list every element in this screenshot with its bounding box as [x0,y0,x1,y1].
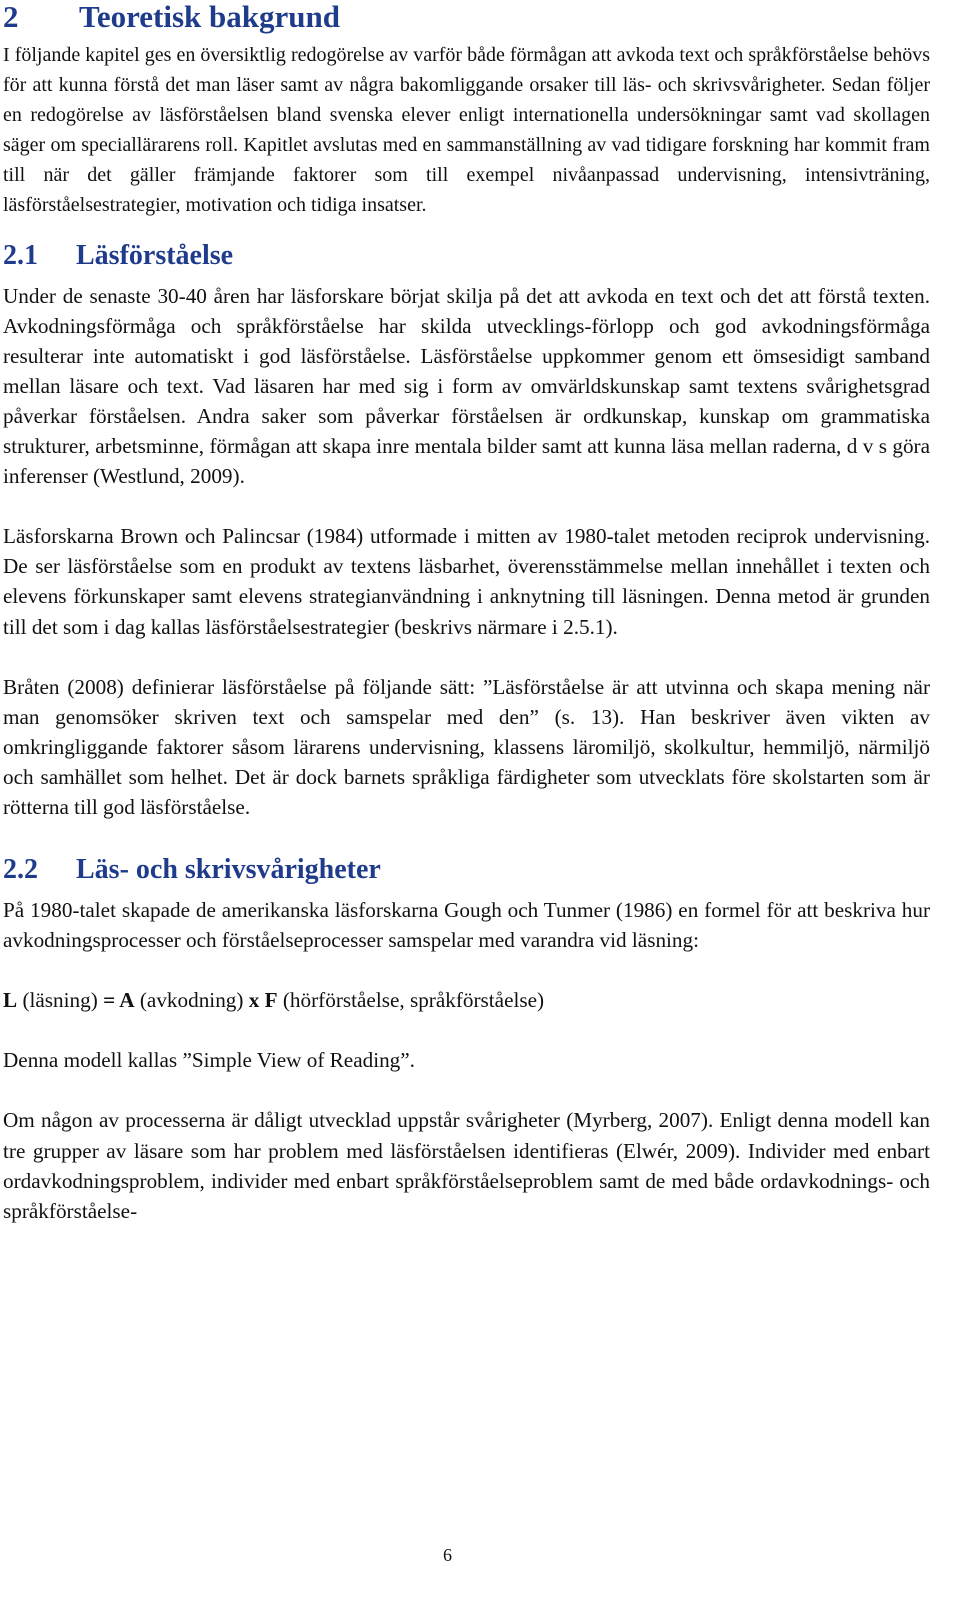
page-number: 6 [443,1545,452,1565]
formula-text: (läsning) [17,988,104,1013]
paragraph: Om någon av processerna är dåligt utvecklad uppstår svårigheter (Myrberg, 2007). Enligt denna modell kan tre grupper av läsare som har problem med läsförståelsen identifieras (Elwér, 2009). Individer med enbart ordavkodningsproblem, individer med enbart språkförståelseproblem samt de med både ordavkodnings- och språkförståelse- [3,1108,930,1223]
formula-text: (hörförståelse, språkförståelse) [277,988,545,1013]
paragraph: Läsforskarna Brown och Palincsar (1984) utformade i mitten av 1980-talet metoden reciprok undervisning. De ser läsförståelse som en produkt av textens läsbarhet, överensstämmelse mellan innehållet i texten och elevens förkunskaper samt elevens strategianvändning i anknytning till läsningen. Denna metod är grunden till det som i dag kallas läsförståelsestrategier (beskrivs närmare i 2.5.1). [3,524,930,639]
formula-symbol: L [3,988,18,1013]
section-number: 2 [3,0,19,34]
subsection-heading-2-2 [3,854,930,886]
subsection-number: 2.1 [3,239,38,271]
formula-symbol: F [259,988,278,1013]
subsection-title: Läsförståelse [76,239,234,271]
section-heading [3,0,930,34]
paragraph: Under de senaste 30-40 åren har läsforskare börjat skilja på det att avkoda en text och det att förstå texten. Avkodningsförmåga och språkförståelse har skilda utvecklings-förlopp och god avkodningsförmåga resulterar inte automatiskt i god läsförståelse. Läsförståelse uppkommer genom ett ömsesidigt samband mellan läsare och text. Vad läsaren har med sig i form av omvärldskunskap samt textens svårighetsgrad påverkar förståelsen. Andra saker som påverkar förståelsen är ordkunskap, kunskap om grammatiska strukturer, arbetsminne, förmågan att skapa inre mentala bilder samt att kunna läsa mellan raderna, d v s göra inferenser (Westlund, 2009). [3,283,930,489]
formula-symbol: = [103,988,116,1013]
formula [3,985,930,1015]
subsection-heading-2-1 [3,240,930,272]
formula-symbol: x [248,988,260,1013]
intro-paragraph: I följande kapitel ges en översiktlig redogörelse av varför både förmågan att avkoda text och språkförståelse behövs för att kunna förstå det man läser samt av några bakomliggande orsaker till läs- och skrivsvårigheter. Sedan följer en redogörelse av läsförståelsen bland svenska elever enligt internationella undersökningar samt vad skollagen säger om speciallärarens roll. Kapitlet avslutas med en sammanställning av vad tidigare forskning har kommit fram till när det gäller främjande faktorer som till exempel nivåanpassad undervisning, intensivträning, läsförståelsestrategier, motivation och tidiga insatser. [3,44,930,217]
paragraph: På 1980-talet skapade de amerikanska läsforskarna Gough och Tunmer (1986) en formel för att beskriva hur avkodningsprocesser och förståelseprocesser samspelar med varandra vid läsning: [3,898,930,953]
formula-symbol: A [115,988,135,1013]
section-title: Teoretisk bakgrund [79,0,341,34]
paragraph: Bråten (2008) definierar läsförståelse på följande sätt: ”Läsförståelse är att utvinna och skapa mening när man genomsöker skriven text och samspelar med den” (s. 13). Han beskriver även vikten av omkringliggande faktorer såsom lärarens undervisning, klassens läromiljö, skolkultur, hemmiljö, närmiljö och samhället som helhet. Det är dock barnets språkliga färdigheter som utvecklats före skolstarten som är rötterna till god läsförståelse. [3,674,930,819]
subsection-number: 2.2 [3,854,38,886]
formula-text: (avkodning) [134,988,249,1013]
page-content [3,0,930,1226]
paragraph: Denna modell kallas ”Simple View of Reading”. [3,1048,415,1073]
subsection-title: Läs- och skrivsvårigheter [76,854,381,886]
